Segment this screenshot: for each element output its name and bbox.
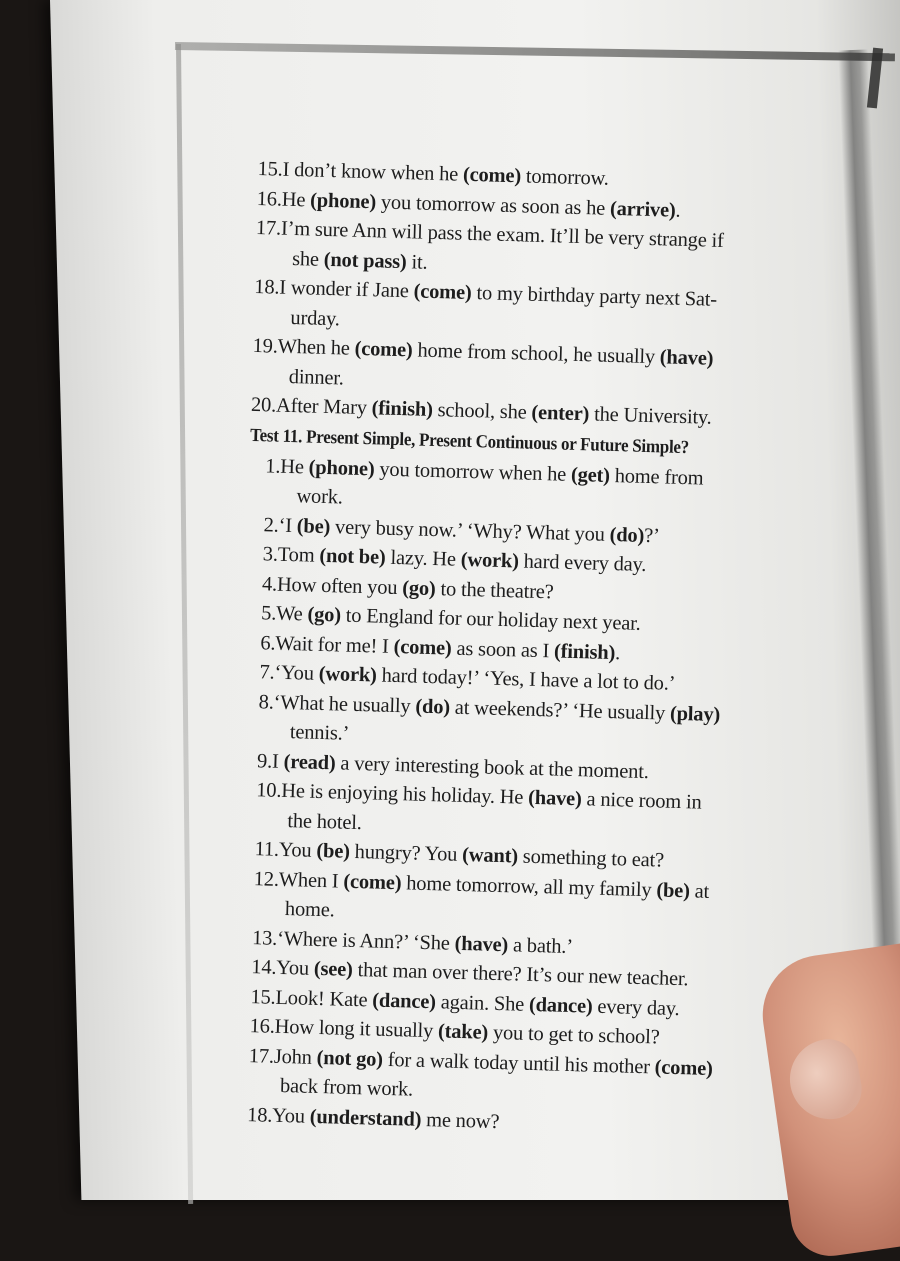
sentence-text: . — [675, 199, 681, 222]
verb-prompt: (finish) — [371, 397, 434, 421]
exercise-part-1 — [251, 155, 818, 436]
sentence-text: you tomorrow as soon as he — [375, 190, 611, 220]
sentence-text: You — [271, 1104, 311, 1128]
sentence-text: You — [278, 838, 317, 862]
item-number: 15. — [257, 157, 283, 181]
sentence-text: He — [281, 188, 311, 211]
verb-prompt: (have) — [454, 932, 509, 956]
sentence-text: home tomorrow, all my family — [401, 871, 657, 901]
item-number: 14. — [251, 956, 277, 979]
sentence-text: a bath.’ — [507, 933, 574, 958]
item-number: 13. — [251, 926, 278, 950]
verb-prompt: (go) — [401, 576, 436, 600]
sentence-text: home. — [284, 898, 335, 922]
exercise-part-2 — [231, 451, 810, 1145]
verb-prompt: (have) — [659, 346, 714, 370]
item-number: 8. — [258, 690, 275, 714]
item-number: 4. — [261, 572, 278, 596]
verb-prompt: (arrive) — [609, 197, 676, 222]
sentence-text: the University. — [588, 403, 712, 429]
item-number: 18. — [246, 1103, 273, 1127]
sentence-text: tomorrow. — [520, 165, 610, 190]
sentence-text: urday. — [290, 306, 341, 330]
verb-prompt: (be) — [296, 514, 331, 538]
sentence-text: as soon as I — [451, 637, 555, 662]
verb-prompt: (read) — [283, 750, 336, 774]
sentence-text: something to eat? — [517, 845, 665, 872]
sentence-text: hungry? You — [349, 840, 463, 866]
sentence-text: John — [273, 1045, 318, 1069]
verb-prompt: (come) — [462, 163, 522, 188]
verb-prompt: (come) — [343, 870, 402, 894]
sentence-text: for a walk today until his mother — [382, 1048, 656, 1078]
sentence-text: the hotel. — [287, 809, 363, 834]
item-number: 19. — [252, 334, 278, 358]
verb-prompt: (be) — [656, 878, 691, 902]
sentence-text: . — [614, 641, 621, 664]
verb-prompt: (not be) — [319, 544, 386, 569]
verb-prompt: (see) — [313, 957, 354, 981]
sentence-text: school, she — [432, 398, 532, 424]
item-number: 3. — [262, 543, 279, 566]
sentence-text: it. — [406, 250, 428, 274]
sentence-text: every day. — [592, 995, 680, 1020]
sentence-text: ‘Where is Ann?’ ‘She — [276, 927, 455, 955]
sentence-text: you to get to school? — [487, 1021, 660, 1049]
verb-prompt: (do) — [415, 695, 451, 719]
sentence-text: hard today!’ ‘Yes, I have a lot to do.’ — [376, 664, 676, 695]
item-number: 7. — [259, 661, 275, 684]
item-number: 17. — [248, 1044, 275, 1068]
sentence-text: back from work. — [279, 1074, 414, 1101]
verb-prompt: (want) — [461, 843, 519, 868]
test-heading: Test 11. Present Simple, Present Continuous or Future Simple? — [249, 425, 690, 458]
verb-prompt: (not go) — [316, 1046, 384, 1071]
item-number: 12. — [253, 867, 280, 891]
verb-prompt: (come) — [393, 635, 452, 660]
verb-prompt: (have) — [527, 786, 582, 811]
sentence-text: that man over there? It’s our new teacher. — [352, 958, 689, 991]
sentence-text: After Mary — [275, 394, 373, 420]
sentence-text: me now? — [420, 1108, 500, 1133]
sentence-text: work. — [296, 485, 344, 509]
sentence-text: He is enjoying his holiday. He — [280, 779, 529, 809]
verb-prompt: (be) — [316, 839, 351, 863]
sentence-text: He — [279, 455, 310, 479]
item-number: 16. — [256, 187, 283, 211]
sentence-text: I wonder if Jane — [279, 276, 414, 303]
sentence-text: tennis.’ — [289, 721, 350, 745]
sentence-text: to my birthday party next Sat- — [471, 282, 718, 311]
sentence-text: We — [275, 602, 308, 626]
sentence-text: I don’t know when he — [282, 158, 464, 186]
item-number: 2. — [263, 513, 279, 537]
verb-prompt: (dance) — [528, 993, 593, 1018]
exercise-text — [231, 155, 818, 1145]
sentence-text: home from school, he usually — [412, 339, 661, 369]
sentence-text: at weekends?’ ‘He usually — [449, 696, 671, 725]
sentence-text: You — [276, 956, 315, 980]
verb-prompt: (dance) — [372, 989, 437, 1013]
verb-prompt: (take) — [437, 1020, 489, 1044]
item-number: 11. — [254, 838, 280, 861]
verb-prompt: (work) — [318, 662, 378, 687]
verb-prompt: (finish) — [553, 639, 616, 664]
item-number: 15. — [250, 985, 276, 1009]
sentence-text: dinner. — [288, 365, 345, 389]
sentence-text: hard every day. — [518, 550, 647, 576]
sentence-text: lazy. He — [385, 546, 462, 571]
verb-prompt: (work) — [460, 548, 520, 573]
item-number: 9. — [256, 749, 273, 773]
item-number: 18. — [254, 275, 280, 299]
sentence-text: very busy now.’ ‘Why? What you — [329, 515, 610, 546]
verb-prompt: (phone) — [309, 188, 377, 213]
verb-prompt: (go) — [307, 603, 342, 627]
sentence-text: a very interesting book at the moment. — [335, 751, 650, 783]
sentence-text: a nice room in — [581, 788, 702, 814]
sentence-text: again. She — [435, 990, 530, 1016]
sentence-text: Tom — [277, 543, 320, 567]
sentence-text: you tomorrow when he — [374, 457, 572, 486]
sentence-text: How often you — [276, 573, 403, 599]
sentence-text: I — [271, 750, 284, 773]
sentence-text: at — [689, 879, 710, 903]
verb-prompt: (come) — [654, 1055, 713, 1080]
sentence-text: to England for our holiday next year. — [340, 604, 641, 635]
sentence-text: When he — [277, 335, 355, 360]
sentence-text: I’m sure Ann will pass the exam. It’ll be very strange if — [280, 217, 725, 253]
item-number: 16. — [249, 1015, 276, 1038]
sentence-text: Look! Kate — [275, 986, 373, 1012]
sentence-text: ?’ — [643, 524, 661, 547]
verb-prompt: (enter) — [531, 401, 590, 426]
item-number: 10. — [255, 779, 282, 802]
verb-prompt: (come) — [413, 280, 472, 305]
sentence-text: home from — [609, 464, 704, 490]
verb-prompt: (do) — [609, 523, 645, 547]
item-number: 20. — [250, 393, 277, 417]
sentence-text: ‘What he usually — [273, 691, 416, 718]
verb-prompt: (phone) — [308, 456, 375, 480]
sentence-text: When I — [278, 868, 344, 893]
verb-prompt: (get) — [570, 463, 611, 487]
verb-prompt: (not pass) — [323, 248, 407, 273]
sentence-text: Wait for me! I — [275, 632, 394, 658]
item-number: 17. — [255, 216, 282, 240]
item-number: 6. — [260, 631, 276, 655]
sentence-text: to the theatre? — [435, 577, 554, 603]
item-number: 5. — [260, 602, 277, 625]
item-number: 1. — [265, 454, 281, 478]
verb-prompt: (play) — [669, 702, 721, 726]
sentence-text: ‘You — [274, 661, 320, 685]
sentence-text: How long it usually — [274, 1015, 439, 1043]
sentence-text: ‘I — [278, 514, 298, 537]
sentence-text: she — [291, 247, 325, 271]
verb-prompt: (understand) — [309, 1105, 422, 1131]
verb-prompt: (come) — [354, 337, 413, 362]
